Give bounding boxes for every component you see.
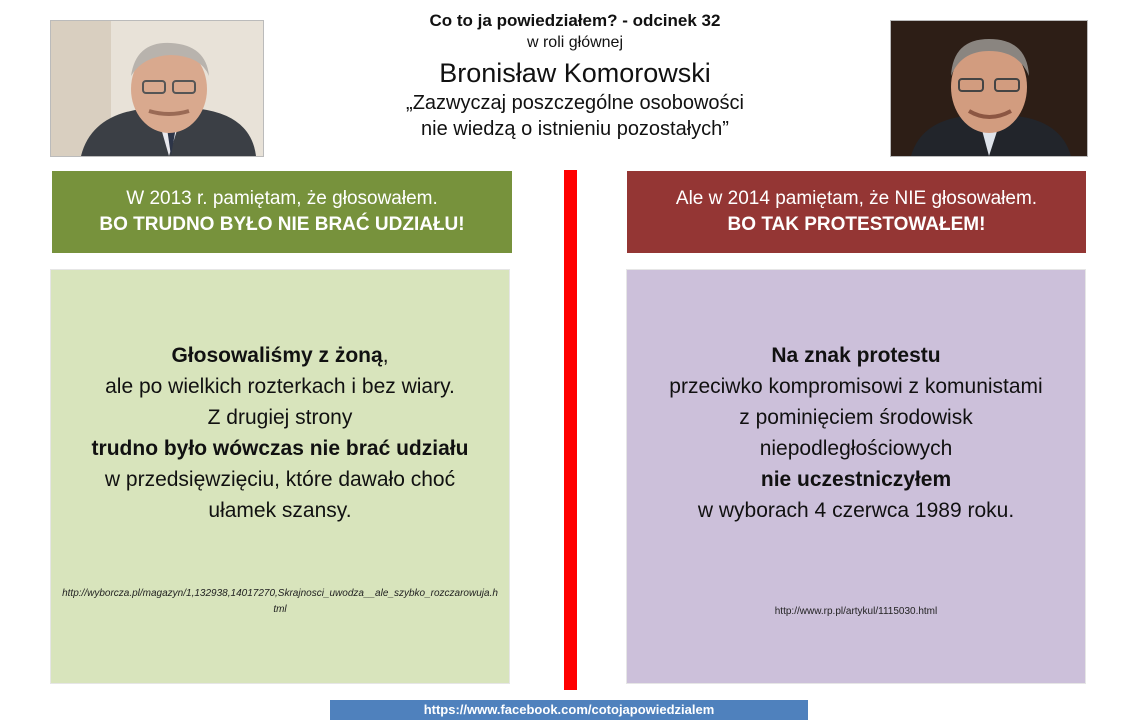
header — [270, 10, 880, 142]
vertical-divider — [564, 170, 577, 690]
right-source-link[interactable]: http://www.rp.pl/artykul/1115030.html — [774, 606, 938, 617]
portrait-image — [891, 21, 1087, 156]
right-banner — [627, 171, 1086, 253]
left-quote-panel — [50, 269, 510, 684]
left-quote-bold-1: Głosowaliśmy z żoną — [171, 344, 383, 367]
portrait-image — [51, 21, 263, 156]
quote-line-2: nie wiedzą o istnieniu pozostałych” — [421, 118, 729, 140]
left-quote-line-2: ale po wielkich rozterkach i bez wiary. — [105, 375, 455, 398]
series-title: Co to ja powiedziałem? - odcinek 32 — [429, 11, 721, 30]
right-quote-panel — [626, 269, 1086, 684]
right-quote-bold-1: Na znak protestu — [771, 344, 941, 367]
left-quote-text — [51, 340, 509, 526]
left-banner-line-1: W 2013 r. pamiętam, że głosowałem. — [126, 188, 438, 209]
right-banner-line-1: Ale w 2014 pamiętam, że NIE głosowałem. — [675, 188, 1038, 209]
right-quote-bold-2: nie uczestniczyłem — [760, 468, 952, 491]
right-quote-line-6: w wyborach 4 czerwca 1989 roku. — [697, 499, 1015, 522]
photo-right-portrait — [890, 20, 1088, 157]
right-quote-line-4: niepodległościowych — [759, 437, 953, 460]
left-banner-line-2: BO TRUDNO BYŁO NIE BRAĆ UDZIAŁU! — [99, 214, 465, 235]
left-banner — [52, 171, 512, 253]
right-quote-line-3: z pominięciem środowisk — [739, 406, 973, 429]
right-quote-text — [627, 340, 1085, 526]
photo-left-portrait — [50, 20, 264, 157]
right-banner-line-2: BO TAK PROTESTOWAŁEM! — [727, 214, 986, 235]
right-quote-line-2: przeciwko kompromisowi z komunistami — [669, 375, 1043, 398]
left-quote-punct: , — [382, 344, 389, 367]
left-source-link[interactable]: http://wyborcza.pl/magazyn/1,132938,14017270,Skrajnosci_uwodza__ale_szybko_rozczarowuja.html — [62, 588, 498, 615]
facebook-link[interactable]: https://www.facebook.com/cotojapowiedzialem — [330, 700, 808, 720]
left-quote-line-3: Z drugiej strony — [207, 406, 353, 429]
left-quote-line-5: w przedsięwzięciu, które dawało choć — [104, 468, 456, 491]
left-quote-bold-2: trudno było wówczas nie brać udziału — [91, 437, 469, 460]
quote-line-1: „Zazwyczaj poszczególne osobowości — [406, 92, 744, 114]
left-quote-line-6: ułamek szansy. — [208, 499, 352, 522]
person-name: Bronisław Komorowski — [439, 58, 711, 88]
role-line: w roli głównej — [526, 34, 624, 51]
